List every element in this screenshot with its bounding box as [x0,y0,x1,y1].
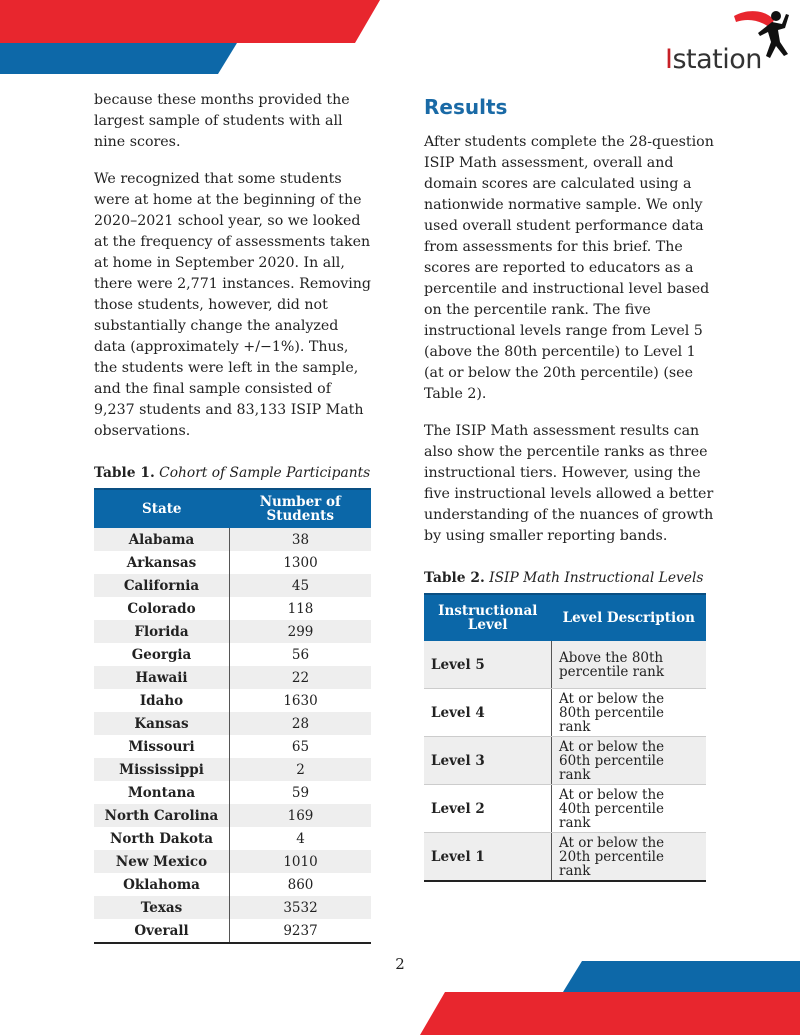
level-cell: Level 4 [424,689,552,737]
count-cell: 1010 [230,850,372,873]
instructional-levels-table [424,593,706,882]
right-paragraph-2: The ISIP Math assessment results can also show the percentile ranks as three instructional tiers. However, using the five instructional levels allowed a better understanding of the nuances of growth by using smaller reporting bands. [424,423,714,544]
left-paragraph-1: because these months provided the largest sample of students with all nine scores. [94,92,350,150]
count-cell: 45 [230,574,372,597]
count-cell: 65 [291,738,310,755]
table-row [424,689,706,737]
table-row [94,896,371,919]
table-row [94,597,371,620]
table2-caption-title: ISIP Math Instructional Levels [489,570,704,586]
cohort-table [94,488,371,944]
logo-letter-i: I [665,44,673,75]
state-cell: Idaho [94,689,230,712]
count-cell: 28 [230,712,372,735]
table-row [94,689,371,712]
table-row [94,666,371,689]
logo-letters-rest: station [672,44,762,75]
state-cell: California [94,574,230,597]
table-row [94,620,371,643]
description-cell: Above the 80th percentile rank [552,641,707,689]
table2-caption [424,569,714,587]
right-column [424,92,714,882]
table-row [94,781,371,804]
table-row [424,641,706,689]
table-row [424,833,706,882]
table1-caption [94,464,372,482]
right-paragraph-1: After students complete the 28-question ISIP Math assessment, overall and domain scores are calculated using a nationwide normative sample. We only used overall student performance data from assessments for this brief. The scores are reported to educators as a percentile and instructional level based on the percentile rank. The five instructional levels range from Level 5 (above the 80th percentile) to Level 1 (at or below the 20th percentile) (see Table 2). [424,134,714,402]
level-cell: Level 1 [424,833,552,882]
count-cell: 860 [287,876,314,893]
results-heading: Results [424,95,508,119]
footer-decoration [0,955,800,1035]
count-cell: 38 [230,528,372,551]
table-row [94,551,371,574]
table-row [94,643,371,666]
page-number: 2 [395,955,405,973]
cohort-table-header-row [94,489,371,528]
header-number-of-students: Number of Students [230,489,372,528]
count-cell: 56 [291,646,310,663]
level-cell: Level 2 [424,785,552,833]
count-cell: 1630 [283,692,318,709]
state-cell: Montana [94,781,230,804]
table-row [94,758,371,781]
table-row [424,785,706,833]
count-cell: 4 [296,830,305,847]
header-blue-bar [0,43,237,74]
count-cell: 118 [287,600,314,617]
level-cell: Level 3 [424,737,552,785]
state-cell: North Carolina [94,804,230,827]
state-cell: Florida [94,620,230,643]
count-cell: 299 [230,620,372,643]
state-cell: Texas [94,896,230,919]
state-cell: Colorado [94,597,230,620]
table-row [94,574,371,597]
table-row [94,804,371,827]
table-row [94,712,371,735]
header-state: State [94,489,230,528]
state-cell: Kansas [94,712,230,735]
count-cell: 22 [230,666,372,689]
level-cell: Level 5 [424,641,552,689]
table2-caption-label: Table 2. [424,570,485,586]
header-instructional-level: Instructional Level [424,594,552,641]
left-column [94,90,372,944]
table-row [94,528,371,551]
footer-blue-bar [563,961,800,992]
state-cell: North Dakota [94,827,230,850]
state-cell: Alabama [94,528,230,551]
state-cell: Oklahoma [94,873,230,896]
table1-caption-title: Cohort of Sample Participants [159,465,371,481]
superhero-figure-icon [730,6,794,70]
state-cell: Mississippi [94,758,230,781]
state-cell: Overall [94,919,230,943]
description-cell: At or below the 40th percentile rank [552,785,707,833]
table-row-overall [94,919,371,943]
count-cell: 3532 [230,896,372,919]
levels-table-header-row [424,594,706,641]
table-row [94,850,371,873]
footer-red-bar [420,992,800,1035]
state-cell: Missouri [94,735,230,758]
count-cell: 59 [291,784,310,801]
table-row [94,873,371,896]
count-cell: 169 [230,804,372,827]
count-cell: 2 [230,758,372,781]
description-cell: At or below the 80th percentile rank [552,689,707,737]
state-cell: Arkansas [94,551,230,574]
count-cell: 1300 [283,554,318,571]
table-row [424,737,706,785]
table1-caption-label: Table 1. [94,465,155,481]
state-cell: New Mexico [94,850,230,873]
state-cell: Georgia [94,643,230,666]
count-cell: 9237 [230,919,372,943]
state-cell: Hawaii [94,666,230,689]
description-cell: At or below the 20th percentile rank [552,833,707,882]
left-paragraph-2: We recognized that some students were at home at the beginning of the 2020–2021 school year, so we looked at the frequency of assessments taken at home in September 2020. In all, there were 2,771 instances. Removing those students, however, did not substantially change the analyzed data (approximately +/−1%). Thus, the students were left in the sample, and the final sample consisted of 9,237 students and 83,133 ISIP Math observations. [94,171,372,439]
header-level-description: Level Description [552,594,707,641]
header-red-bar [0,0,380,43]
table-row [94,735,371,758]
table-row [94,827,371,850]
description-cell: At or below the 60th percentile rank [552,737,707,785]
